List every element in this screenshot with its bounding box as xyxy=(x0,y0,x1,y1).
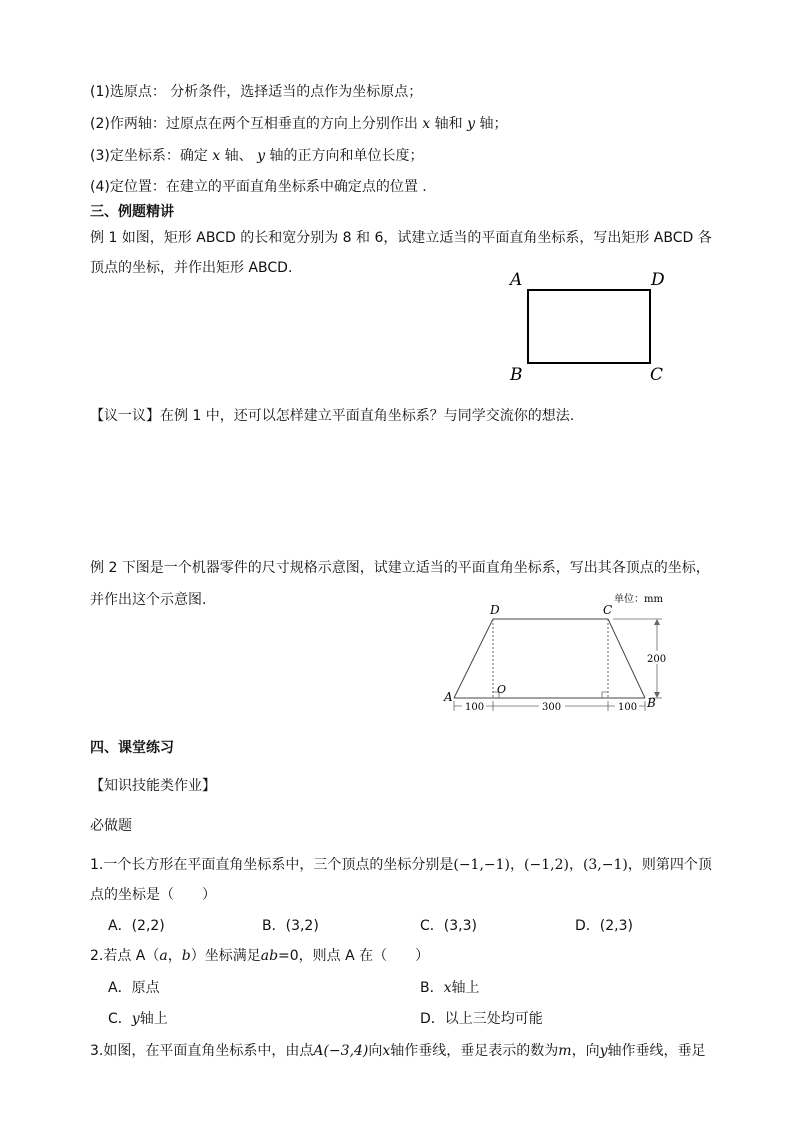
step-3: (3)定坐标系：确定 x 轴、 y 轴的正方向和单位长度； xyxy=(90,148,424,164)
question-1-line2: 点的坐标是（ ） xyxy=(90,887,216,903)
label-C: C xyxy=(650,365,664,385)
q2-option-b[interactable]: B．x轴上 xyxy=(420,980,480,996)
q2-option-c[interactable]: C．y轴上 xyxy=(108,1011,168,1027)
question-3: 3.如图，在平面直角坐标系中，由点A(−3,4)向x轴作垂线，垂足表示的数为m，向y轴作垂线，垂足 xyxy=(90,1043,706,1059)
label-D: D xyxy=(651,270,665,290)
example2-line1: 例 2 下图是一个机器零件的尺寸规格示意图，试建立适当的平面直角坐标系，写出其各顶点的坐标， xyxy=(90,560,710,576)
dim-right: 100 xyxy=(618,702,638,713)
dim-height: 200 xyxy=(647,654,667,665)
q2-option-a[interactable]: A．原点 xyxy=(108,980,160,996)
label-B: B xyxy=(510,365,523,385)
label-A: A xyxy=(510,270,523,290)
trap-label-A: A xyxy=(444,690,453,704)
section-title-practice: 四、课堂练习 xyxy=(90,740,174,756)
discussion: 【议一议】在例 1 中，还可以怎样建立平面直角坐标系？与同学交流你的想法. xyxy=(90,408,575,424)
trap-label-O: O xyxy=(497,683,507,696)
example1-line1: 例 1 如图，矩形 ABCD 的长和宽分别为 8 和 6，试建立适当的平面直角坐标系，写出矩形 ABCD 各 xyxy=(90,230,712,246)
step-2: (2)作两轴：过原点在两个互相垂直的方向上分别作出 x 轴和 y 轴； xyxy=(90,116,508,132)
homework-title: 【知识技能类作业】 xyxy=(90,778,216,794)
trap-label-C: C xyxy=(603,603,613,617)
trap-label-D: D xyxy=(490,603,500,617)
step-1: (1)选原点： 分析条件，选择适当的点作为坐标原点； xyxy=(90,84,423,100)
dim-left: 100 xyxy=(465,702,485,713)
section-title-examples: 三、例题精讲 xyxy=(90,204,174,220)
example1-line2: 顶点的坐标，并作出矩形 ABCD. xyxy=(90,260,293,276)
trap-label-B: B xyxy=(647,696,656,710)
required-title: 必做题 xyxy=(90,818,132,834)
dim-middle: 300 xyxy=(542,702,562,713)
question-2: 2.若点 A（a，b）坐标满足ab=0，则点 A 在（ ） xyxy=(90,948,430,964)
step-4: (4)定位置：在建立的平面直角坐标系中确定点的位置 . xyxy=(90,179,427,195)
example2-line2: 并作出这个示意图. xyxy=(90,592,207,608)
question-1-line1: 1.一个长方形在平面直角坐标系中，三个顶点的坐标分别是(−1,−1)，(−1,2)，(3,−1)，则第四个顶 xyxy=(90,857,712,873)
q1-option-b[interactable]: B．(3,2) xyxy=(262,918,319,934)
unit-label: 单位：mm xyxy=(614,594,663,605)
q1-option-d[interactable]: D．(2,3) xyxy=(575,918,633,934)
trapezoid-figure xyxy=(440,585,680,715)
q1-option-c[interactable]: C．(3,3) xyxy=(420,918,477,934)
q1-option-a[interactable]: A．(2,2) xyxy=(108,918,165,934)
rectangle-figure xyxy=(500,265,680,390)
q2-option-d[interactable]: D．以上三处均可能 xyxy=(420,1011,543,1027)
